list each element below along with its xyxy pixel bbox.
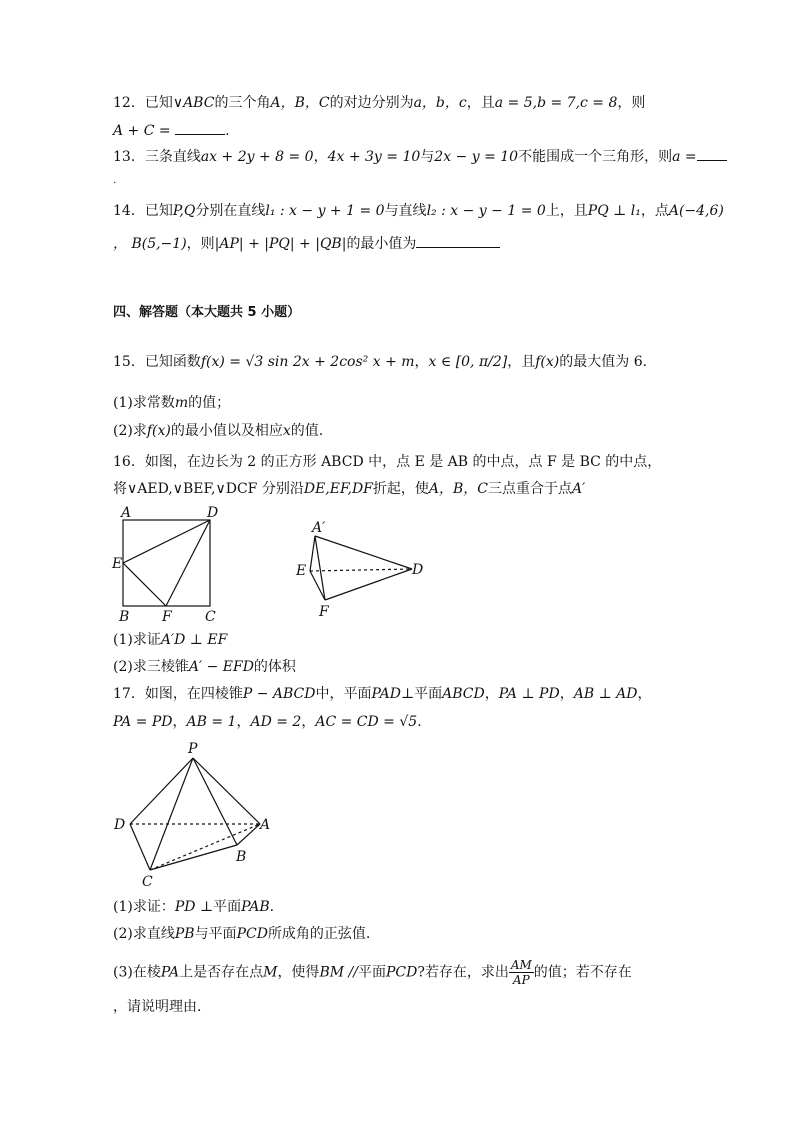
q17-plane: ABCD <box>442 686 485 702</box>
q17-sep: ， <box>559 686 574 702</box>
q17-cond: AB = 1 <box>186 714 237 730</box>
q17-sub1 <box>113 897 274 917</box>
q15-text: 的最大值为 6. <box>559 354 648 370</box>
answer-blank <box>697 146 727 161</box>
q17-edge-pa: PA <box>160 964 180 981</box>
q17-plane: PAD <box>371 686 401 702</box>
q14-point-b: ， B(5,−1) <box>113 236 187 252</box>
edge-p-c <box>150 758 193 870</box>
square-abcd <box>123 520 210 606</box>
q14-point-a: A(−4,6) <box>668 203 724 219</box>
q17-end: . <box>417 714 422 730</box>
q16-line1: 16．如图，在边长为 2 的正方形 ABCD 中，点 E 是 AB 的中点，点 F 是 BC 的中点， <box>113 454 662 470</box>
q17-sep: ， <box>484 686 499 702</box>
q15-fx: f(x) <box>146 423 171 439</box>
q17-line2 <box>113 712 422 732</box>
q16-expr: A′D ⊥ EF <box>160 632 228 648</box>
edge-c-b <box>150 845 237 870</box>
q15-sub1 <box>113 393 230 413</box>
q17-text: ⊥平面 <box>400 686 443 702</box>
edge-p-a <box>193 758 260 824</box>
q17-sub3-line2: ，请说明理由. <box>113 999 202 1015</box>
label-c: C <box>205 609 216 624</box>
pyramid-figure <box>110 738 280 890</box>
q15-line1 <box>113 352 647 372</box>
q13-sep: 与 <box>420 149 435 165</box>
q17-text: 平面 <box>357 964 386 981</box>
edge-d-c <box>130 824 150 870</box>
square-figure <box>110 502 230 624</box>
q15-text: (1)求常数 <box>113 395 175 411</box>
q13-text: 不能围成一个三角形，则 <box>518 149 673 165</box>
q17-sub3 <box>113 958 632 987</box>
q17-cond: AD = 2 <box>250 714 302 730</box>
q17-line-pb: PB <box>174 926 195 942</box>
q17-cond: PA ⊥ PD <box>498 686 560 702</box>
q16-text: (1)求证 <box>113 632 161 648</box>
q15-text: 的值. <box>290 423 324 439</box>
q16-points: A，B，C <box>428 481 489 497</box>
q13-eq3: 2x − y = 10 <box>434 149 519 165</box>
q17-plane: PCD <box>385 964 418 981</box>
q17-text: 的值；若不存在 <box>533 964 632 981</box>
q12-line2 <box>113 120 230 141</box>
q12-text: 的三个角 <box>214 95 271 111</box>
q12-triangle: ∨ABC <box>172 95 215 111</box>
segment-ed <box>123 520 210 563</box>
q16-text: 的体积 <box>253 659 296 675</box>
q17-pyramid: P − ABCD <box>242 686 316 702</box>
edge-a-e <box>310 536 315 571</box>
label-e: E <box>296 563 307 579</box>
q15-sep: ， <box>414 354 429 370</box>
q17-text: 17．如图，在四棱锥 <box>113 686 243 702</box>
q13-eq2: 4x + 3y = 10 <box>327 149 421 165</box>
edge-p-b <box>193 758 237 845</box>
q17-point-m: M <box>263 964 278 981</box>
q15-m: m <box>174 395 189 411</box>
q13-eq1: ax + 2y + 8 = 0 <box>200 149 314 165</box>
q13-answer: a = <box>672 149 697 165</box>
q12-expr: A + C = <box>113 123 171 139</box>
q14-line2 <box>113 233 500 254</box>
q17-line1 <box>113 684 652 704</box>
label-f: F <box>162 609 172 624</box>
q17-text: 所成角的正弦值. <box>267 926 371 942</box>
q13-line1 <box>113 146 727 167</box>
label-d: D <box>207 505 219 521</box>
q12-angles: A，B，C <box>270 95 330 111</box>
q17-plane: PAB <box>241 899 270 915</box>
q16-text: (2)求三棱锥 <box>113 659 189 675</box>
q17-fraction <box>509 958 534 987</box>
q17-text: ?若存在，求出 <box>417 964 509 981</box>
q16-text: 折起，使 <box>372 481 429 497</box>
q14-line-l1: l₁ : x − y + 1 = 0 <box>265 203 385 219</box>
q12-sides: a，b，c <box>413 95 467 111</box>
q13-text: 13．三条直线 <box>113 149 201 165</box>
q14-line-l2: l₂ : x − y − 1 = 0 <box>426 203 546 219</box>
q17-sub2 <box>113 924 370 944</box>
q17-sep: ， <box>236 714 251 730</box>
label-d: D <box>412 562 424 578</box>
q14-text: 分别在直线 <box>195 203 266 219</box>
q15-text: ，且 <box>507 354 536 370</box>
edge-p-d <box>130 758 193 824</box>
segment-ef <box>123 563 166 606</box>
label-a-prime: A′ <box>312 520 326 536</box>
hidden-edge-e-d <box>310 569 412 571</box>
q14-text: 14．已知 <box>113 203 173 219</box>
q12-end: . <box>225 123 230 139</box>
q14-text: 的最小值为 <box>346 236 417 252</box>
label-f: F <box>319 604 329 620</box>
label-d: D <box>114 817 126 833</box>
q17-text: 中，平面 <box>315 686 372 702</box>
q14-expr: |AP| + |PQ| + |QB| <box>214 236 347 252</box>
q12-text: 的对边分别为 <box>329 95 414 111</box>
q15-text: 的值； <box>188 395 231 411</box>
q17-expr: PD ⊥ <box>174 899 214 915</box>
q14-text: 与直线 <box>384 203 427 219</box>
q15-text: 的最小值以及相应 <box>170 423 283 439</box>
q17-cond: AB ⊥ AD <box>573 686 638 702</box>
edge-f-d <box>325 569 412 600</box>
q17-text: (3)在棱 <box>113 964 161 981</box>
label-b: B <box>119 609 130 624</box>
q14-perp: PQ ⊥ l₁ <box>587 203 641 219</box>
q16-text: 将∨AED,∨BEF,∨DCF 分别沿 <box>113 481 304 497</box>
label-c: C <box>142 874 153 890</box>
q15-fx: f(x) <box>535 354 560 370</box>
q12-text: 12．已知 <box>113 95 173 111</box>
q17-text: 平面 <box>213 899 242 915</box>
q17-expr: BM // <box>319 964 358 981</box>
q17-cond: AC = CD = √5 <box>315 714 418 730</box>
q15-sub2 <box>113 421 323 441</box>
q16-expr: A′ − EFD <box>188 659 254 675</box>
label-a: A <box>121 505 132 521</box>
q14-text: 上，且 <box>545 203 588 219</box>
segment-fd <box>166 520 210 606</box>
tetrahedron-figure <box>290 516 440 622</box>
q14-text: ，则 <box>186 236 215 252</box>
answer-blank <box>416 233 500 248</box>
answer-blank <box>175 120 225 135</box>
edge-b-a <box>237 824 260 845</box>
q13-dot: . <box>113 175 117 186</box>
q17-plane: PCD <box>236 926 268 942</box>
q14-pq: P,Q <box>172 203 196 219</box>
q12-text: ，且 <box>466 95 495 111</box>
q17-sep: ， <box>637 686 652 702</box>
q14-text: ，点 <box>640 203 669 219</box>
q16-sub2 <box>113 657 296 677</box>
q16-sub1 <box>113 630 227 650</box>
q17-text: 与平面 <box>194 926 237 942</box>
q16-line2 <box>113 479 585 499</box>
q16-text: 三点重合于点 <box>488 481 573 497</box>
q17-text: ，使得 <box>277 964 320 981</box>
fraction-numerator: AM <box>510 958 532 972</box>
label-b: B <box>236 849 247 865</box>
q13-sep: ， <box>313 149 328 165</box>
q12-line1 <box>113 93 645 113</box>
q17-text: (2)求直线 <box>113 926 175 942</box>
q17-cond: PA = PD <box>113 714 173 730</box>
q17-text: (1)求证： <box>113 899 175 915</box>
label-p: P <box>188 741 198 757</box>
q15-text: 15．已知函数 <box>113 354 201 370</box>
q14-line1 <box>113 201 724 221</box>
q15-text: (2)求 <box>113 423 147 439</box>
q12-condition: a = 5,b = 7,c = 8 <box>494 95 618 111</box>
q17-end: . <box>269 899 275 915</box>
edge-a-d <box>315 536 412 569</box>
q15-function: f(x) = √3 sin 2x + 2cos² x + m <box>200 354 415 370</box>
q17-sep: ， <box>301 714 316 730</box>
q16-folds: DE,EF,DF <box>303 481 373 497</box>
q15-x: x <box>282 423 291 439</box>
label-a: A <box>260 817 271 833</box>
q15-domain: x ∈ [0, π/2] <box>428 354 508 370</box>
q16-a-prime: A′ <box>572 481 586 497</box>
q17-text: 上是否存在点 <box>179 964 264 981</box>
q12-text: ，则 <box>617 95 646 111</box>
q17-sep: ， <box>172 714 187 730</box>
fraction-denominator: AP <box>512 973 530 987</box>
label-e: E <box>112 556 123 572</box>
section-heading: 四、解答题（本大题共 5 小题） <box>113 305 301 320</box>
